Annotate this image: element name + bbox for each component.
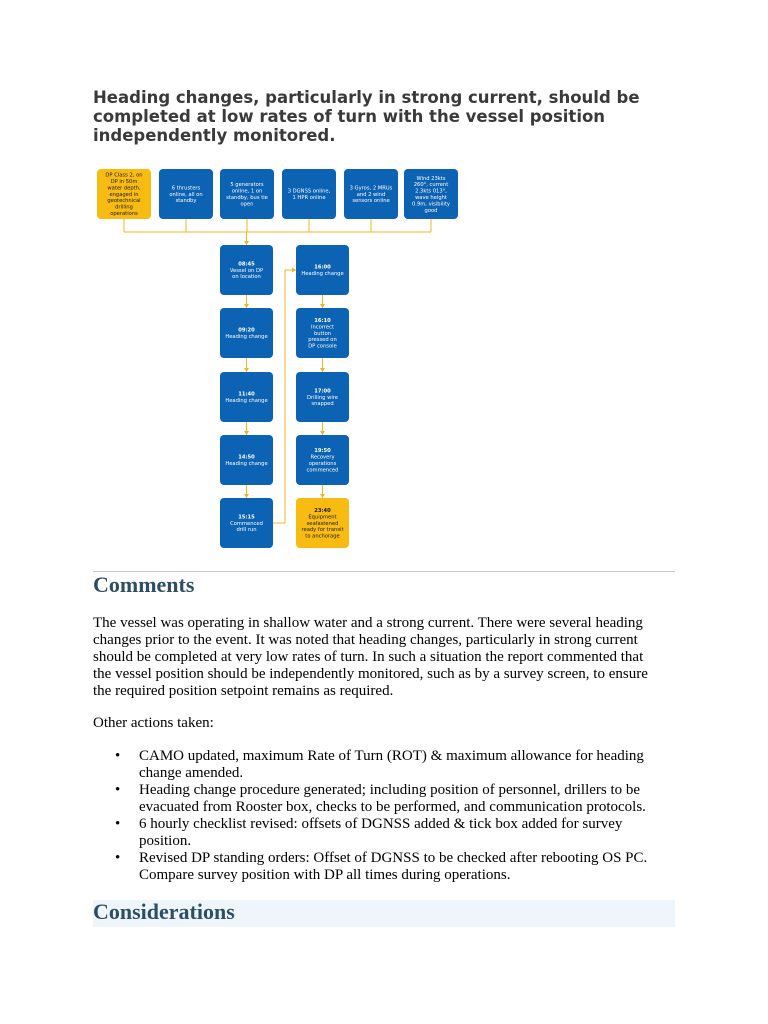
bullet-glyph: • [115, 782, 121, 798]
bullet-glyph: • [115, 816, 121, 832]
page-heading: Heading changes, particularly in strong current, should be completed at low rates of turn with the vessel position independently monitored. [93, 88, 640, 145]
box-text-line: drill run [236, 527, 257, 534]
other-actions-label: Other actions taken: [93, 715, 214, 731]
box-text-line: geotechnical [107, 198, 141, 205]
box-text-line: online, all on [169, 191, 203, 198]
box-text-line: 08:45 [238, 261, 255, 268]
paragraph-line: the required position setpoint remains as required. [93, 683, 394, 699]
paragraph-line: should be completed at very low rates of turn. In such a situation the report commented that [93, 649, 644, 665]
box-text-line: water depth, [107, 185, 141, 192]
arrow-head [244, 368, 249, 372]
top-box [282, 169, 336, 219]
actions-list [93, 748, 673, 884]
list-item-line: Heading change procedure generated; including position of personnel, drillers to be [139, 782, 641, 798]
box-text-line: Commenced [230, 520, 263, 527]
list-item-line: CAMO updated, maximum Rate of Turn (ROT) & maximum allowance for heading [139, 748, 644, 764]
box-text-line: Recovery [310, 454, 335, 461]
box-text-line: 23:40 [314, 508, 331, 514]
box-text-line: standby, bus tie [226, 195, 268, 201]
comments-title: Comments [93, 572, 195, 597]
timeline-box [220, 308, 273, 358]
box-text-line: DP in 50m [110, 179, 138, 185]
box-text-line: operations [308, 461, 337, 467]
top-box [97, 169, 151, 219]
list-item [93, 816, 673, 850]
comments-paragraph [93, 615, 673, 700]
list-item-line: 6 hourly checklist revised: offsets of DGNSS added & tick box added for survey [139, 816, 623, 832]
box-text-line: wave height [415, 195, 447, 201]
timeline-box [220, 435, 273, 485]
box-text-line: 0.9m, visibility [412, 201, 450, 208]
arrow-head [292, 268, 296, 273]
list-item [93, 748, 673, 782]
arrow-head [244, 494, 249, 498]
box-text-line: good [424, 207, 438, 214]
arrow-head [320, 368, 325, 372]
timeline-box [220, 372, 273, 422]
box-text-line: 16:10 [314, 318, 331, 324]
considerations-title: Considerations [93, 899, 235, 924]
box-text-line: pressed on [308, 337, 337, 344]
box-text-line: Wind 23kts [416, 175, 446, 182]
top-box [404, 169, 458, 219]
box-text-line: Heading change [301, 271, 344, 277]
paragraph-line: changes prior to the event. It was noted that heading changes, particularly in strong current [93, 632, 638, 648]
paragraph-line: the vessel position should be independently monitored, such as by a survey screen, to ensure [93, 666, 648, 682]
box-text-line: Vessel on DP [229, 267, 264, 274]
timeline-box [296, 308, 349, 358]
paragraph-line: The vessel was operating in shallow water and a strong current. There were several heading [93, 615, 643, 631]
bullet-glyph: • [115, 748, 121, 764]
box-text-line: 1 HPR online [292, 195, 326, 201]
box-text-line: standby [175, 198, 197, 205]
list-item-line: Compare survey position with DP all times during operations. [139, 867, 511, 883]
list-item-line: evacuated from Rooster box, checks to be performed, and communication protocols. [139, 799, 646, 815]
timeline-box [220, 245, 273, 295]
timeline-box [220, 498, 273, 548]
box-text-line: snapped [311, 401, 334, 408]
box-text-line: Heading change [225, 461, 268, 467]
list-item [93, 850, 673, 884]
box-text-line: DP Class 2, on [105, 172, 143, 179]
bullet-glyph: • [115, 850, 121, 866]
box-text-line: sensors online [352, 198, 390, 205]
box-text-line: 19:50 [314, 448, 331, 455]
box-text-line: engaged in [109, 191, 139, 198]
box-text-line: seafastened [306, 520, 339, 527]
box-text-line: on location [232, 274, 261, 281]
box-text-line: drilling [115, 204, 133, 211]
box-text-line: 3 DGNSS online, [287, 188, 331, 195]
list-item [93, 782, 673, 816]
list-item-line: position. [139, 833, 192, 849]
box-text-line: 260°, current [413, 182, 449, 189]
timeline-box [296, 245, 349, 295]
arrow-head [320, 431, 325, 435]
box-text-line: ready for transit [301, 527, 344, 534]
box-text-line: 11:40 [238, 391, 255, 398]
box-text-line: Equipment [308, 514, 337, 521]
box-text-line: Incorrect [311, 324, 334, 331]
box-text-line: Heading change [225, 398, 268, 404]
box-text-line: 09:20 [238, 327, 255, 334]
timeline-box [296, 372, 349, 422]
box-text-line: commenced [306, 467, 339, 474]
box-text-line: 2.3kts 013°, [415, 188, 447, 195]
box-text-line: 3 Gyros, 2 MRUs [349, 185, 393, 192]
box-text-line: 16:00 [314, 264, 331, 271]
box-text-line: button [313, 330, 332, 337]
arrow-head [320, 304, 325, 308]
arrow-head [244, 241, 249, 245]
box-text-line: DP console [308, 343, 337, 350]
top-box [220, 169, 274, 219]
box-text-line: open [240, 201, 254, 208]
arrow-head [244, 431, 249, 435]
top-box [344, 169, 398, 219]
box-text-line: Drilling wire [306, 394, 339, 401]
box-text-line: 6 thrusters [171, 185, 201, 192]
box-text-line: to anchorage [305, 533, 340, 540]
timeline-box [296, 435, 349, 485]
list-item-line: Revised DP standing orders: Offset of DGNSS to be checked after rebooting OS PC. [139, 850, 648, 866]
list-item-line: change amended. [139, 765, 244, 781]
box-text-line: online, 1 on [231, 188, 263, 195]
box-text-line: operations [110, 211, 138, 217]
box-text-line: 15:15 [238, 514, 255, 521]
box-text-line: 17:00 [314, 388, 331, 395]
considerations-header [93, 900, 675, 927]
top-box [159, 169, 213, 219]
arrow-head [320, 494, 325, 498]
box-text-line: and 2 wind [356, 191, 386, 198]
arrow-head [244, 304, 249, 308]
box-text-line: 14:50 [238, 454, 255, 461]
timeline-box [296, 498, 349, 548]
box-text-line: 5 generators [230, 182, 264, 189]
box-text-line: Heading change [225, 334, 268, 340]
